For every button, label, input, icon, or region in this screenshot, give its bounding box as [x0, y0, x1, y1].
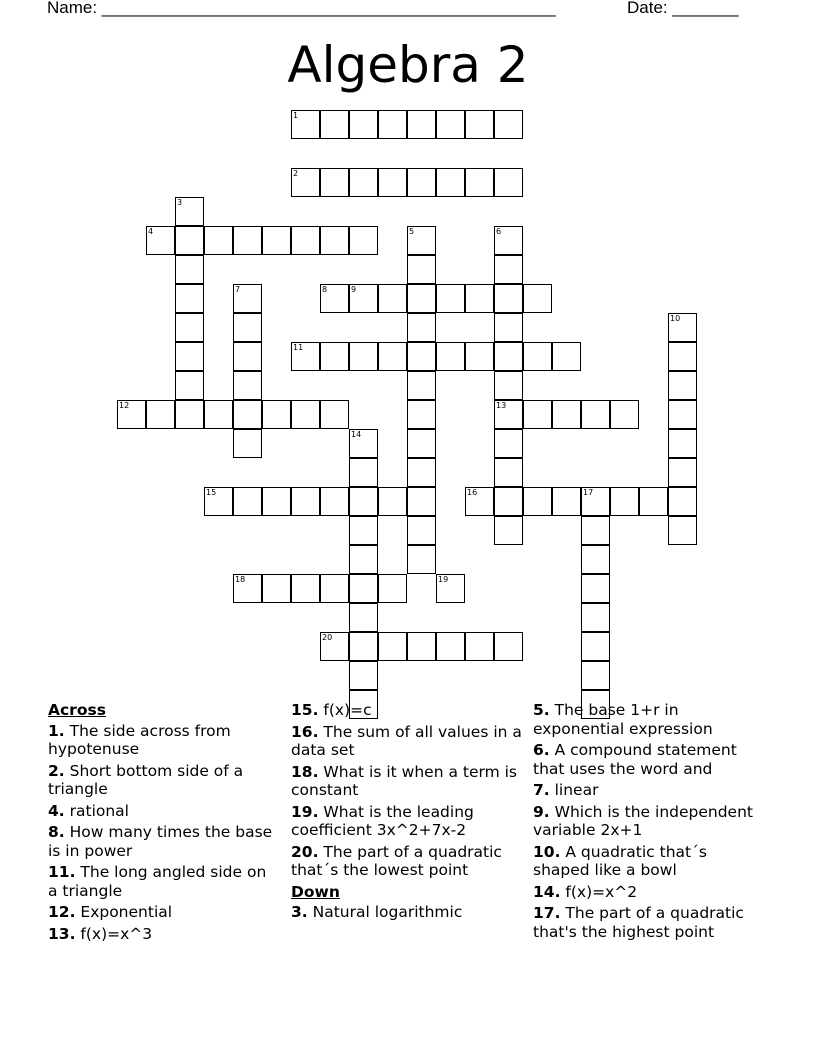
clue-number: 7 — [235, 285, 241, 294]
clue-number: 18 — [235, 575, 246, 584]
grid-cell[interactable] — [204, 487, 233, 516]
grid-cell[interactable] — [465, 284, 494, 313]
grid-cell[interactable] — [320, 110, 349, 139]
grid-cell[interactable] — [349, 458, 378, 487]
grid-cell[interactable] — [291, 487, 320, 516]
grid-cell[interactable] — [378, 284, 407, 313]
clue-text: The part of a quadratic that's the highest point — [533, 904, 744, 941]
clue-item — [291, 701, 523, 720]
grid-cell[interactable] — [494, 226, 523, 255]
grid-cell[interactable] — [146, 226, 175, 255]
grid-cell[interactable] — [291, 110, 320, 139]
clue-number: 8 — [322, 285, 328, 294]
clue-number-label: 14. — [533, 882, 561, 901]
grid-cell[interactable] — [407, 458, 436, 487]
clues-column-1 — [48, 701, 273, 946]
grid-cell[interactable] — [668, 400, 697, 429]
grid-cell[interactable] — [378, 342, 407, 371]
grid-cell[interactable] — [407, 545, 436, 574]
grid-cell[interactable] — [581, 661, 610, 690]
grid-cell[interactable] — [639, 487, 668, 516]
clue-number-label: 8. — [48, 823, 65, 841]
clue-number: 9 — [351, 285, 357, 294]
grid-cell[interactable] — [291, 574, 320, 603]
grid-cell[interactable] — [349, 429, 378, 458]
clue-number: 15 — [206, 488, 217, 497]
grid-cell[interactable] — [668, 516, 697, 545]
grid-cell[interactable] — [175, 342, 204, 371]
clue-number-label: 16. — [291, 722, 319, 741]
clue-number-label: 19. — [291, 802, 319, 821]
clue-number: 10 — [670, 314, 681, 323]
grid-cell[interactable] — [465, 342, 494, 371]
grid-cell[interactable] — [233, 284, 262, 313]
grid-cell[interactable] — [175, 371, 204, 400]
clue-number: 2 — [293, 169, 299, 178]
clue-number-label: 9. — [533, 802, 550, 821]
grid-cell[interactable] — [668, 371, 697, 400]
grid-cell[interactable] — [407, 255, 436, 284]
across-clue-list — [48, 722, 273, 944]
clue-item — [48, 823, 273, 860]
grid-cell[interactable] — [465, 487, 494, 516]
clue-item — [533, 803, 768, 840]
clue-number-label: 12. — [48, 903, 76, 921]
clue-number: 20 — [322, 633, 333, 642]
grid-cell[interactable] — [349, 110, 378, 139]
clue-number-label: 13. — [48, 924, 76, 943]
grid-cell[interactable] — [494, 168, 523, 197]
grid-cell[interactable] — [262, 400, 291, 429]
clue-text: How many times the base is in power — [48, 823, 273, 860]
clue-text: The base 1+r in exponential expression — [533, 701, 713, 738]
grid-cell[interactable] — [465, 110, 494, 139]
grid-cell[interactable] — [378, 168, 407, 197]
grid-cell[interactable] — [436, 342, 465, 371]
clue-text: linear — [549, 781, 599, 799]
grid-cell[interactable] — [175, 284, 204, 313]
clue-number: 1 — [293, 111, 299, 120]
grid-cell[interactable] — [291, 400, 320, 429]
grid-cell[interactable] — [349, 487, 378, 516]
grid-cell[interactable] — [436, 574, 465, 603]
grid-cell[interactable] — [233, 400, 262, 429]
grid-cell[interactable] — [494, 516, 523, 545]
clue-number: 5 — [409, 227, 415, 236]
grid-cell[interactable] — [465, 168, 494, 197]
grid-cell[interactable] — [378, 487, 407, 516]
clue-number-label: 7. — [533, 781, 550, 799]
down-clue-list-continued — [533, 701, 768, 941]
grid-cell[interactable] — [233, 429, 262, 458]
grid-cell[interactable] — [349, 284, 378, 313]
grid-cell[interactable] — [668, 429, 697, 458]
clue-number: 13 — [496, 401, 507, 410]
grid-cell[interactable] — [233, 574, 262, 603]
grid-cell[interactable] — [581, 516, 610, 545]
clue-number-label: 1. — [48, 721, 65, 740]
clue-number: 19 — [438, 575, 449, 584]
grid-cell[interactable] — [581, 574, 610, 603]
grid-cell[interactable] — [349, 574, 378, 603]
grid-cell[interactable] — [262, 574, 291, 603]
clue-text: Exponential — [75, 903, 173, 921]
grid-cell[interactable] — [349, 632, 378, 661]
grid-cell[interactable] — [552, 400, 581, 429]
clue-text: f(x)=x^3 — [75, 924, 153, 943]
grid-cell[interactable] — [349, 661, 378, 690]
clue-text: The sum of all values in a data set — [291, 722, 522, 759]
grid-cell[interactable] — [233, 371, 262, 400]
grid-cell[interactable] — [407, 168, 436, 197]
clue-item — [291, 843, 523, 880]
clue-number-label: 6. — [533, 741, 550, 759]
clue-number-label: 17. — [533, 904, 561, 922]
clue-item — [533, 701, 768, 738]
grid-cell[interactable] — [407, 110, 436, 139]
grid-cell[interactable] — [668, 487, 697, 516]
clues-column-2 — [291, 701, 523, 925]
grid-cell[interactable] — [407, 487, 436, 516]
grid-cell[interactable] — [407, 284, 436, 313]
grid-cell[interactable] — [233, 487, 262, 516]
grid-cell[interactable] — [436, 110, 465, 139]
grid-cell[interactable] — [349, 603, 378, 632]
clue-item — [291, 803, 523, 840]
grid-cell[interactable] — [407, 516, 436, 545]
grid-cell[interactable] — [407, 400, 436, 429]
grid-cell[interactable] — [320, 226, 349, 255]
grid-cell[interactable] — [349, 168, 378, 197]
clue-text: What is it when a term is constant — [291, 762, 518, 799]
grid-cell[interactable] — [494, 110, 523, 139]
name-field[interactable]: Name: ________________________________________________ — [47, 0, 556, 17]
grid-cell[interactable] — [465, 632, 494, 661]
grid-cell[interactable] — [523, 400, 552, 429]
grid-cell[interactable] — [320, 487, 349, 516]
grid-cell[interactable] — [523, 284, 552, 313]
down-clue-list — [291, 903, 523, 922]
grid-cell[interactable] — [233, 226, 262, 255]
clue-number: 6 — [496, 227, 502, 236]
grid-cell[interactable] — [494, 313, 523, 342]
grid-cell[interactable] — [204, 400, 233, 429]
clue-item — [48, 722, 273, 759]
clue-text: Short bottom side of a triangle — [48, 761, 244, 798]
clue-item — [48, 762, 273, 799]
grid-cell[interactable] — [436, 168, 465, 197]
grid-cell[interactable] — [378, 574, 407, 603]
clue-number: 17 — [583, 488, 594, 497]
grid-cell[interactable] — [320, 632, 349, 661]
grid-cell[interactable] — [204, 226, 233, 255]
clue-item — [533, 904, 768, 941]
clues-column-3 — [533, 701, 768, 944]
clue-number-label: 18. — [291, 762, 319, 781]
clue-number-label: 3. — [291, 903, 308, 921]
grid-cell[interactable] — [407, 313, 436, 342]
grid-cell[interactable] — [407, 429, 436, 458]
clue-number-label: 2. — [48, 761, 65, 780]
grid-cell[interactable] — [407, 226, 436, 255]
clue-number-label: 15. — [291, 701, 319, 719]
grid-cell[interactable] — [494, 487, 523, 516]
grid-cell[interactable] — [494, 400, 523, 429]
grid-cell[interactable] — [320, 284, 349, 313]
grid-cell[interactable] — [610, 400, 639, 429]
clue-item — [291, 763, 523, 800]
clue-item — [533, 843, 768, 880]
grid-cell[interactable] — [291, 226, 320, 255]
grid-cell[interactable] — [291, 168, 320, 197]
grid-cell[interactable] — [233, 313, 262, 342]
grid-cell[interactable] — [378, 632, 407, 661]
clue-number-label: 11. — [48, 863, 76, 881]
grid-cell[interactable] — [581, 632, 610, 661]
clue-item — [48, 903, 273, 922]
grid-cell[interactable] — [407, 371, 436, 400]
grid-cell[interactable] — [581, 487, 610, 516]
grid-cell[interactable] — [175, 197, 204, 226]
clue-text: f(x)=c — [318, 701, 372, 719]
grid-cell[interactable] — [494, 458, 523, 487]
grid-cell[interactable] — [349, 342, 378, 371]
grid-cell[interactable] — [233, 342, 262, 371]
clue-text: rational — [64, 801, 129, 820]
grid-cell[interactable] — [349, 226, 378, 255]
grid-cell[interactable] — [523, 342, 552, 371]
grid-cell[interactable] — [552, 342, 581, 371]
grid-cell[interactable] — [494, 632, 523, 661]
clue-item — [48, 925, 273, 944]
grid-cell[interactable] — [494, 371, 523, 400]
across-clue-list-continued — [291, 701, 523, 880]
grid-cell[interactable] — [320, 342, 349, 371]
clue-number: 14 — [351, 430, 362, 439]
grid-cell[interactable] — [146, 400, 175, 429]
grid-cell[interactable] — [320, 168, 349, 197]
grid-cell[interactable] — [175, 226, 204, 255]
clue-text: Which is the independent variable 2x+1 — [533, 802, 753, 839]
clue-number: 3 — [177, 198, 183, 207]
clue-text: A quadratic that´s shaped like a bowl — [533, 842, 707, 879]
grid-cell[interactable] — [320, 400, 349, 429]
down-heading: Down — [291, 882, 340, 901]
page-title: Algebra 2 — [287, 36, 529, 94]
grid-cell[interactable] — [407, 632, 436, 661]
clue-number: 16 — [467, 488, 478, 497]
clue-item — [48, 863, 273, 900]
clue-number: 12 — [119, 401, 130, 410]
grid-cell[interactable] — [494, 342, 523, 371]
clue-text: The long angled side on a triangle — [48, 863, 267, 900]
grid-cell[interactable] — [494, 429, 523, 458]
grid-cell[interactable] — [581, 400, 610, 429]
clue-text: The part of a quadratic that´s the lowest point — [291, 842, 502, 879]
clue-item — [291, 903, 523, 922]
clue-text: What is the leading coefficient 3x^2+7x-2 — [291, 802, 474, 839]
clue-number-label: 10. — [533, 842, 561, 861]
clue-text: f(x)=x^2 — [560, 882, 638, 901]
clue-number-label: 20. — [291, 842, 319, 861]
clue-text: Natural logarithmic — [307, 903, 463, 921]
grid-cell[interactable] — [581, 603, 610, 632]
grid-cell[interactable] — [378, 110, 407, 139]
grid-cell[interactable] — [407, 342, 436, 371]
clue-item — [291, 723, 523, 760]
clue-number: 4 — [148, 227, 154, 236]
grid-cell[interactable] — [291, 342, 320, 371]
grid-cell[interactable] — [668, 313, 697, 342]
grid-cell[interactable] — [349, 545, 378, 574]
across-heading: Across — [48, 701, 106, 719]
grid-cell[interactable] — [175, 255, 204, 284]
date-field[interactable]: Date: _______ — [627, 0, 739, 17]
grid-cell[interactable] — [581, 545, 610, 574]
clue-item — [533, 741, 768, 778]
grid-cell[interactable] — [610, 487, 639, 516]
grid-cell[interactable] — [494, 255, 523, 284]
grid-cell[interactable] — [175, 400, 204, 429]
grid-cell[interactable] — [552, 487, 581, 516]
clue-number-label: 5. — [533, 701, 550, 719]
clue-text: A compound statement that uses the word and — [533, 741, 737, 778]
grid-cell[interactable] — [349, 516, 378, 545]
clue-text: The side across from hypotenuse — [48, 721, 231, 758]
clue-item — [533, 781, 768, 800]
grid-cell[interactable] — [668, 458, 697, 487]
grid-cell[interactable] — [175, 313, 204, 342]
clue-item — [48, 802, 273, 821]
grid-cell[interactable] — [523, 487, 552, 516]
grid-cell[interactable] — [436, 284, 465, 313]
clue-number: 11 — [293, 343, 304, 352]
clue-number-label: 4. — [48, 801, 65, 820]
grid-cell[interactable] — [117, 400, 146, 429]
grid-cell[interactable] — [668, 342, 697, 371]
grid-cell[interactable] — [494, 284, 523, 313]
grid-cell[interactable] — [262, 487, 291, 516]
clue-item — [533, 883, 768, 902]
grid-cell[interactable] — [320, 574, 349, 603]
grid-cell[interactable] — [262, 226, 291, 255]
grid-cell[interactable] — [436, 632, 465, 661]
